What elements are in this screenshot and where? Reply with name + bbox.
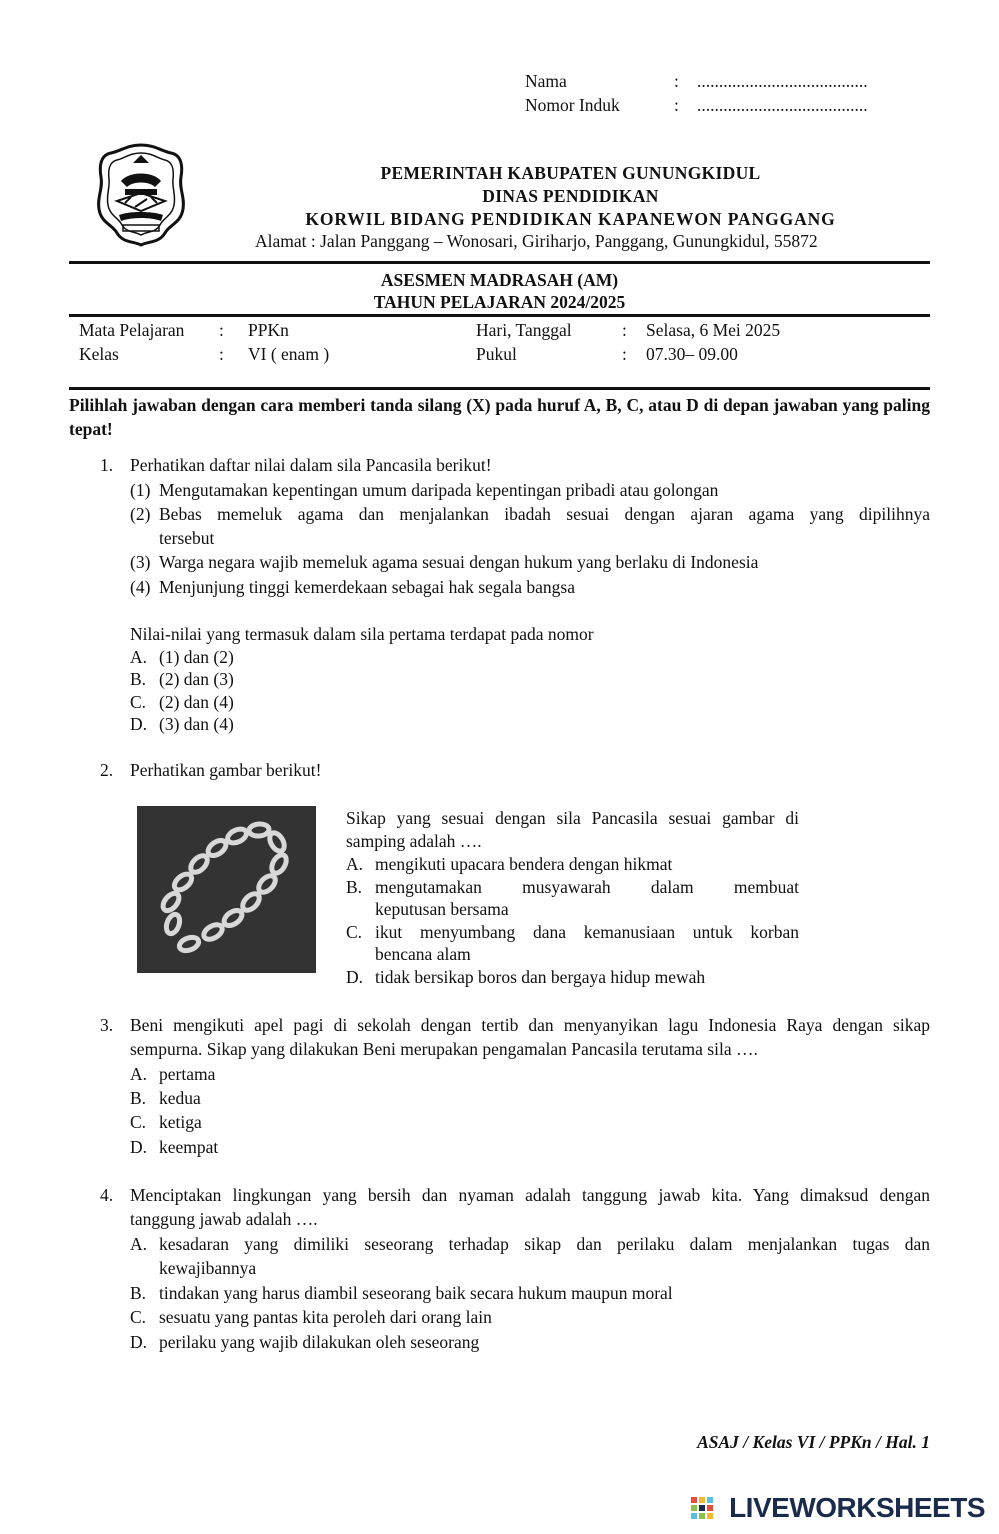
id-field[interactable]: ....................................... xyxy=(697,95,868,115)
option-letter-b[interactable]: B. xyxy=(130,1283,147,1303)
subject-value: PPKn xyxy=(248,320,289,340)
option-text-c[interactable]: sesuatu yang pantas kita peroleh dari orang lain xyxy=(159,1307,492,1327)
option-letter-a[interactable]: A. xyxy=(130,647,148,667)
option-text-d[interactable]: perilaku yang wajib dilakukan oleh seseorang xyxy=(159,1332,480,1352)
option-text-d[interactable]: keempat xyxy=(159,1137,219,1157)
date-value: Selasa, 6 Mei 2025 xyxy=(646,320,781,340)
header-line-1: PEMERINTAH KABUPATEN GUNUNGKIDUL xyxy=(380,163,761,183)
list-item-number: (3) xyxy=(130,552,151,572)
list-item-text: Warga negara wajib memeluk agama sesuai dengan hukum yang berlaku di Indonesia xyxy=(159,552,759,572)
option-letter-c[interactable]: C. xyxy=(346,922,363,942)
header-line-3: KORWIL BIDANG PENDIDIKAN KAPANEWON PANGGANG xyxy=(305,209,836,229)
question-number: 3. xyxy=(100,1015,114,1035)
question-number: 4. xyxy=(100,1185,114,1205)
option-letter-d[interactable]: D. xyxy=(130,1332,148,1352)
list-item-number: (2) xyxy=(130,504,151,524)
option-text-c[interactable]: (2) dan (4) xyxy=(159,692,234,712)
option-letter-a[interactable]: A. xyxy=(130,1064,148,1084)
subject-label: Mata Pelajaran xyxy=(79,320,185,340)
question-text: Menciptakan lingkungan yang bersih dan nyaman adalah tanggung jawab kita. Yang dimaksud dengan xyxy=(130,1185,930,1205)
option-text-b[interactable]: mengutamakan musyawarah dalam membuat xyxy=(375,877,799,897)
option-text-c-cont[interactable]: bencana alam xyxy=(375,944,471,964)
question-text: Perhatikan gambar berikut! xyxy=(130,760,322,780)
option-letter-c[interactable]: C. xyxy=(130,692,147,712)
student-id-row xyxy=(525,95,905,119)
option-text-c[interactable]: ketiga xyxy=(159,1112,202,1132)
divider-bottom xyxy=(69,387,930,390)
time-colon: : xyxy=(622,344,627,364)
class-label: Kelas xyxy=(79,344,119,364)
date-label: Hari, Tanggal xyxy=(476,320,572,340)
option-letter-b[interactable]: B. xyxy=(130,1088,147,1108)
list-item-text: Mengutamakan kepentingan umum daripada kepentingan pribadi atau golongan xyxy=(159,480,719,500)
question-text-cont: sempurna. Sikap yang dilakukan Beni merupakan pengamalan Pancasila terutama sila …. xyxy=(130,1039,758,1059)
option-text-b[interactable]: kedua xyxy=(159,1088,201,1108)
question-text-cont: tanggung jawab adalah …. xyxy=(130,1209,318,1229)
option-letter-a[interactable]: A. xyxy=(130,1234,148,1254)
option-text-a[interactable]: kesadaran yang dimiliki seseorang terhadap sikap dan perilaku dalam menjalankan tugas dan xyxy=(159,1234,930,1254)
option-text-a[interactable]: (1) dan (2) xyxy=(159,647,234,667)
list-item-text: Bebas memeluk agama dan menjalankan ibadah sesuai dengan ajaran agama yang dipilihnya xyxy=(159,504,930,524)
option-text-c[interactable]: ikut menyumbang dana kemanusiaan untuk korban xyxy=(375,922,799,942)
class-colon: : xyxy=(219,344,224,364)
option-text-a-cont[interactable]: kewajibannya xyxy=(159,1258,257,1278)
question-text: Beni mengikuti apel pagi di sekolah dengan tertib dan menyanyikan lagu Indonesia Raya dengan sikap xyxy=(130,1015,930,1035)
list-item-text: Menjunjung tinggi kemerdekaan sebagai hak segala bangsa xyxy=(159,577,575,597)
option-letter-d[interactable]: D. xyxy=(346,967,364,987)
option-letter-d[interactable]: D. xyxy=(130,1137,148,1157)
subject-colon: : xyxy=(219,320,224,340)
option-letter-a[interactable]: A. xyxy=(346,854,364,874)
option-letter-c[interactable]: C. xyxy=(130,1307,147,1327)
name-label: Nama xyxy=(525,71,567,91)
name-field[interactable]: ....................................... xyxy=(697,71,868,91)
chain-icon xyxy=(137,806,316,973)
question-prompt-cont: samping adalah …. xyxy=(346,831,482,851)
date-colon: : xyxy=(622,320,627,340)
list-item-number: (1) xyxy=(130,480,151,500)
option-text-b[interactable]: tindakan yang harus diambil seseorang baik secara hukum maupun moral xyxy=(159,1283,673,1303)
question-prompt: Nilai-nilai yang termasuk dalam sila pertama terdapat pada nomor xyxy=(130,624,594,644)
option-letter-c[interactable]: C. xyxy=(130,1112,147,1132)
name-colon: : xyxy=(674,71,679,91)
question-number: 2. xyxy=(100,760,114,780)
divider-mid xyxy=(69,314,930,317)
list-item-number: (4) xyxy=(130,577,151,597)
option-letter-b[interactable]: B. xyxy=(346,877,363,897)
liveworksheets-logo-icon xyxy=(691,1497,713,1523)
id-label: Nomor Induk xyxy=(525,95,620,115)
question-prompt: Sikap yang sesuai dengan sila Pancasila sesuai gambar di xyxy=(346,808,799,828)
question-text: Perhatikan daftar nilai dalam sila Pancasila berikut! xyxy=(130,455,492,475)
option-text-d[interactable]: tidak bersikap boros dan bergaya hidup mewah xyxy=(375,967,706,987)
header-line-2: DINAS PENDIDIKAN xyxy=(482,186,659,206)
option-letter-d[interactable]: D. xyxy=(130,714,148,734)
liveworksheets-wordmark: LIVEWORKSHEETS xyxy=(729,1492,985,1523)
id-colon: : xyxy=(674,95,679,115)
page-footer: ASAJ / Kelas VI / PPKn / Hal. 1 xyxy=(697,1432,930,1452)
option-text-a[interactable]: mengikuti upacara bendera dengan hikmat xyxy=(375,854,673,874)
option-text-a[interactable]: pertama xyxy=(159,1064,216,1084)
header-address: Alamat : Jalan Panggang – Wonosari, Giriharjo, Panggang, Gunungkidul, 55872 xyxy=(255,231,818,251)
list-item-text-cont: tersebut xyxy=(159,528,215,548)
option-text-b[interactable]: (2) dan (3) xyxy=(159,669,234,689)
option-letter-b[interactable]: B. xyxy=(130,669,147,689)
option-text-d[interactable]: (3) dan (4) xyxy=(159,714,234,734)
divider-top xyxy=(69,261,930,264)
exam-year: TAHUN PELAJARAN 2024/2025 xyxy=(373,292,626,312)
exam-title: ASESMEN MADRASAH (AM) xyxy=(380,270,619,290)
student-name-row xyxy=(525,71,905,95)
option-text-b-cont[interactable]: keputusan bersama xyxy=(375,899,509,919)
instruction-text: Pilihlah jawaban dengan cara memberi tanda silang (X) pada huruf A, B, C, atau D di depan jawaban yang paling tepat! xyxy=(69,395,930,439)
time-value: 07.30– 09.00 xyxy=(646,344,738,364)
time-label: Pukul xyxy=(476,344,517,364)
class-value: VI ( enam ) xyxy=(248,344,330,364)
question-number: 1. xyxy=(100,455,114,475)
